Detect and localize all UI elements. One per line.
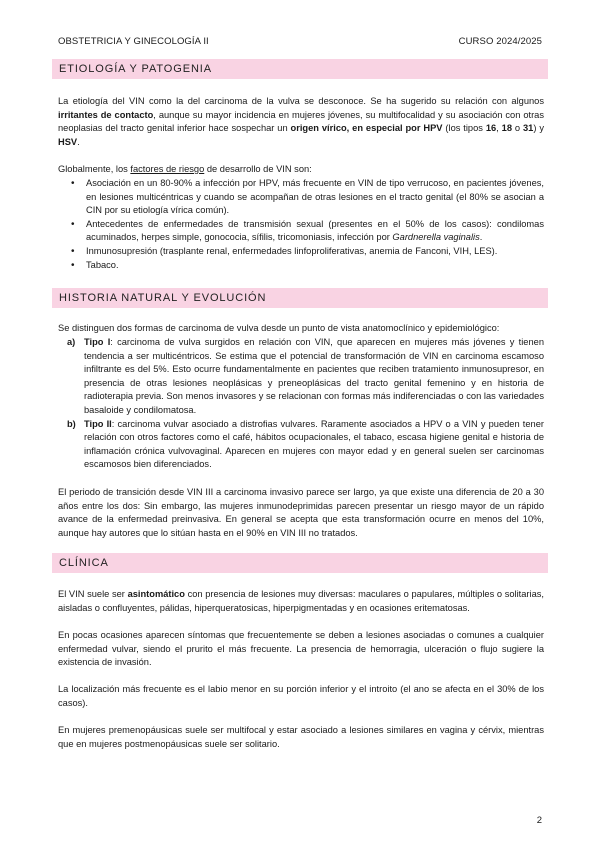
section-heading-etiologia [52, 59, 548, 79]
paragraph-historia-intro [58, 322, 544, 336]
section-title: HISTORIA NATURAL Y EVOLUCIÓN [59, 292, 267, 304]
text-run: . [77, 136, 80, 147]
italic-term: Gardnerella vaginalis [392, 232, 480, 243]
section-title: ETIOLOGÍA Y PATOGENIA [59, 63, 212, 75]
text-run: o [512, 123, 523, 134]
section-title: CLÍNICA [59, 557, 109, 569]
course-year: CURSO 2024/2025 [458, 36, 542, 47]
text-run: La localización más frecuente es el labio menor en su porción inferior y el introito (el ano se afecta en el 30% de los casos). [58, 684, 544, 708]
list-item-text: Tabaco. [86, 259, 119, 270]
text-run: , aunque su mayor incidencia en mujeres jóvenes, su multifocalidad y su asociación con otras neoplasias del tracto genital inferior hace sospechar un [58, 109, 545, 134]
list-marker: b) [67, 418, 76, 429]
bold-term: Tipo II [84, 418, 112, 429]
list-item [67, 336, 544, 418]
list-item-text: Antecedentes de enfermedades de transmisión sexual (presentes en el 50% de los casos): condilomas acuminados, herpes simple, gonococia, sífilis, tricomoniasis, infección por [86, 218, 544, 243]
text-run: Se distinguen dos formas de carcinoma de vulva desde un punto de vista anatomoclínico y epidemiológico: [58, 323, 500, 333]
page-header [58, 36, 542, 47]
list-item [67, 418, 544, 472]
list-marker: a) [67, 337, 76, 347]
text-run: La etiología del VIN como la del carcinoma de la vulva se desconoce. Se ha sugerido su relación con algunos [58, 96, 544, 106]
text-run: Globalmente, los [58, 164, 131, 174]
paragraph-etiologia [58, 95, 544, 149]
page-number: 2 [536, 815, 542, 826]
text-run: ) y [533, 123, 544, 134]
list-item-text: . [479, 232, 483, 243]
text-run: En mujeres premenopáusicas suele ser multifocal y estar asociado a lesiones similares en vagina y cérvix, mientras que en mujeres postmenopáusicas suele ser solitario. [58, 725, 544, 749]
bold-term: Tipo I [84, 337, 111, 347]
carcinoma-types-list [58, 336, 544, 472]
bold-term: asintomático [127, 589, 185, 599]
text-run: El periodo de transición desde VIN III a carcinoma invasivo parece ser largo, ya que existe una diferencia de 20 a 30 años entre los dos: Sin embargo, las mujeres inmunodeprimidas parecen presentar un riesgo mayor de un rápido avance de la enfermedad preinvasiva. En general se acepta que esta transformación ocurre en menos del 10%, aunque hay autores que lo sitúan hasta en el 90% en VIN III no tratados. [58, 487, 544, 538]
bold-term: 16 [485, 123, 497, 134]
list-item [86, 259, 544, 273]
paragraph-clinica-localizacion [58, 683, 544, 710]
bold-term: HSV [58, 136, 78, 147]
underlined-term: factores de riesgo [130, 164, 205, 174]
bold-term: irritantes de contacto [58, 109, 154, 120]
section-heading-historia [52, 288, 548, 308]
text-run: de desarrollo de VIN son: [204, 164, 312, 174]
text-run: (los tipos [442, 123, 486, 134]
list-item [86, 218, 544, 245]
bold-term: 18 [501, 123, 513, 134]
course-subject: OBSTETRICIA Y GINECOLOGÍA II [58, 36, 209, 47]
paragraph-clinica-menopausia [58, 724, 544, 751]
bold-term: origen vírico, en especial por HPV [290, 123, 443, 134]
list-item-text: : carcinoma vulvar asociado a distrofias vulvares. Raramente asociados a HPV o a VIN y pueden tener relación con otros factores como el café, hábitos ocupacionales, el tabaco, escasa higiene genital e historia de inflamación crónica vulvovaginal. Aparecen en mujeres con mayor edad y en general suelen ser carcinomas escamosos bien diferenciados. [84, 418, 544, 470]
bold-term: 31 [523, 123, 534, 134]
text-run: En pocas ocasiones aparecen síntomas que frecuentemente se deben a lesiones asociadas o comunes a cualquier enfermedad vulvar, siendo el prurito el más frecuente. La presencia de hemorragia, ulceración o flujo sugiere la existencia de invasión. [58, 630, 544, 668]
risk-factor-list [58, 177, 544, 272]
list-item-text: : carcinoma de vulva surgidos en relación con VIN, que aparecen en mujeres más jóvenes y tienen tendencia a ser multicéntricos. Se estima que el potencial de transformación de VIN en carcinoma escamoso infiltrante es del 5%. Esto ocurre fundamentalmente en pacientes que reciben tratamiento inmunosupresor, en presencia de otras lesiones neoplásicas y preneoplásicas del tracto genital femenino y en historia de radioterapia previa. Son menos invasores y se relacionan con formas más indiferenciadas o con las variedades basaloide y condilomatosa. [84, 337, 544, 415]
list-item-text: Asociación en un 80-90% a infección por HPV, más frecuente en VIN de tipo verrucoso, en pacientes jóvenes, en lesiones multicéntricas y cuando se acompañan de otras lesiones en el tracto genital (el 80% se asocian a CIN por su etiología vírica común). [86, 178, 544, 216]
section-heading-clinica [52, 553, 548, 573]
text-run: El VIN suele ser [58, 589, 128, 599]
paragraph-factores-riesgo [58, 163, 544, 177]
list-item-text: Inmunosupresión (trasplante renal, enfermedades linfoproliferativas, anemia de Fanconi, VIH, LES). [86, 245, 498, 256]
paragraph-clinica-lesiones [58, 588, 544, 615]
paragraph-clinica-sintomas [58, 629, 544, 670]
list-item [86, 177, 544, 218]
list-item [86, 245, 544, 259]
text-run: , [496, 123, 502, 134]
text-run: con presencia de lesiones muy diversas: maculares o papulares, múltiples o solitarias, aisladas o confluyentes, pálidas, hiperqueratosicas, hiperpigmentadas y en ocasiones eritematosas. [58, 589, 544, 613]
paragraph-transicion [58, 486, 544, 540]
